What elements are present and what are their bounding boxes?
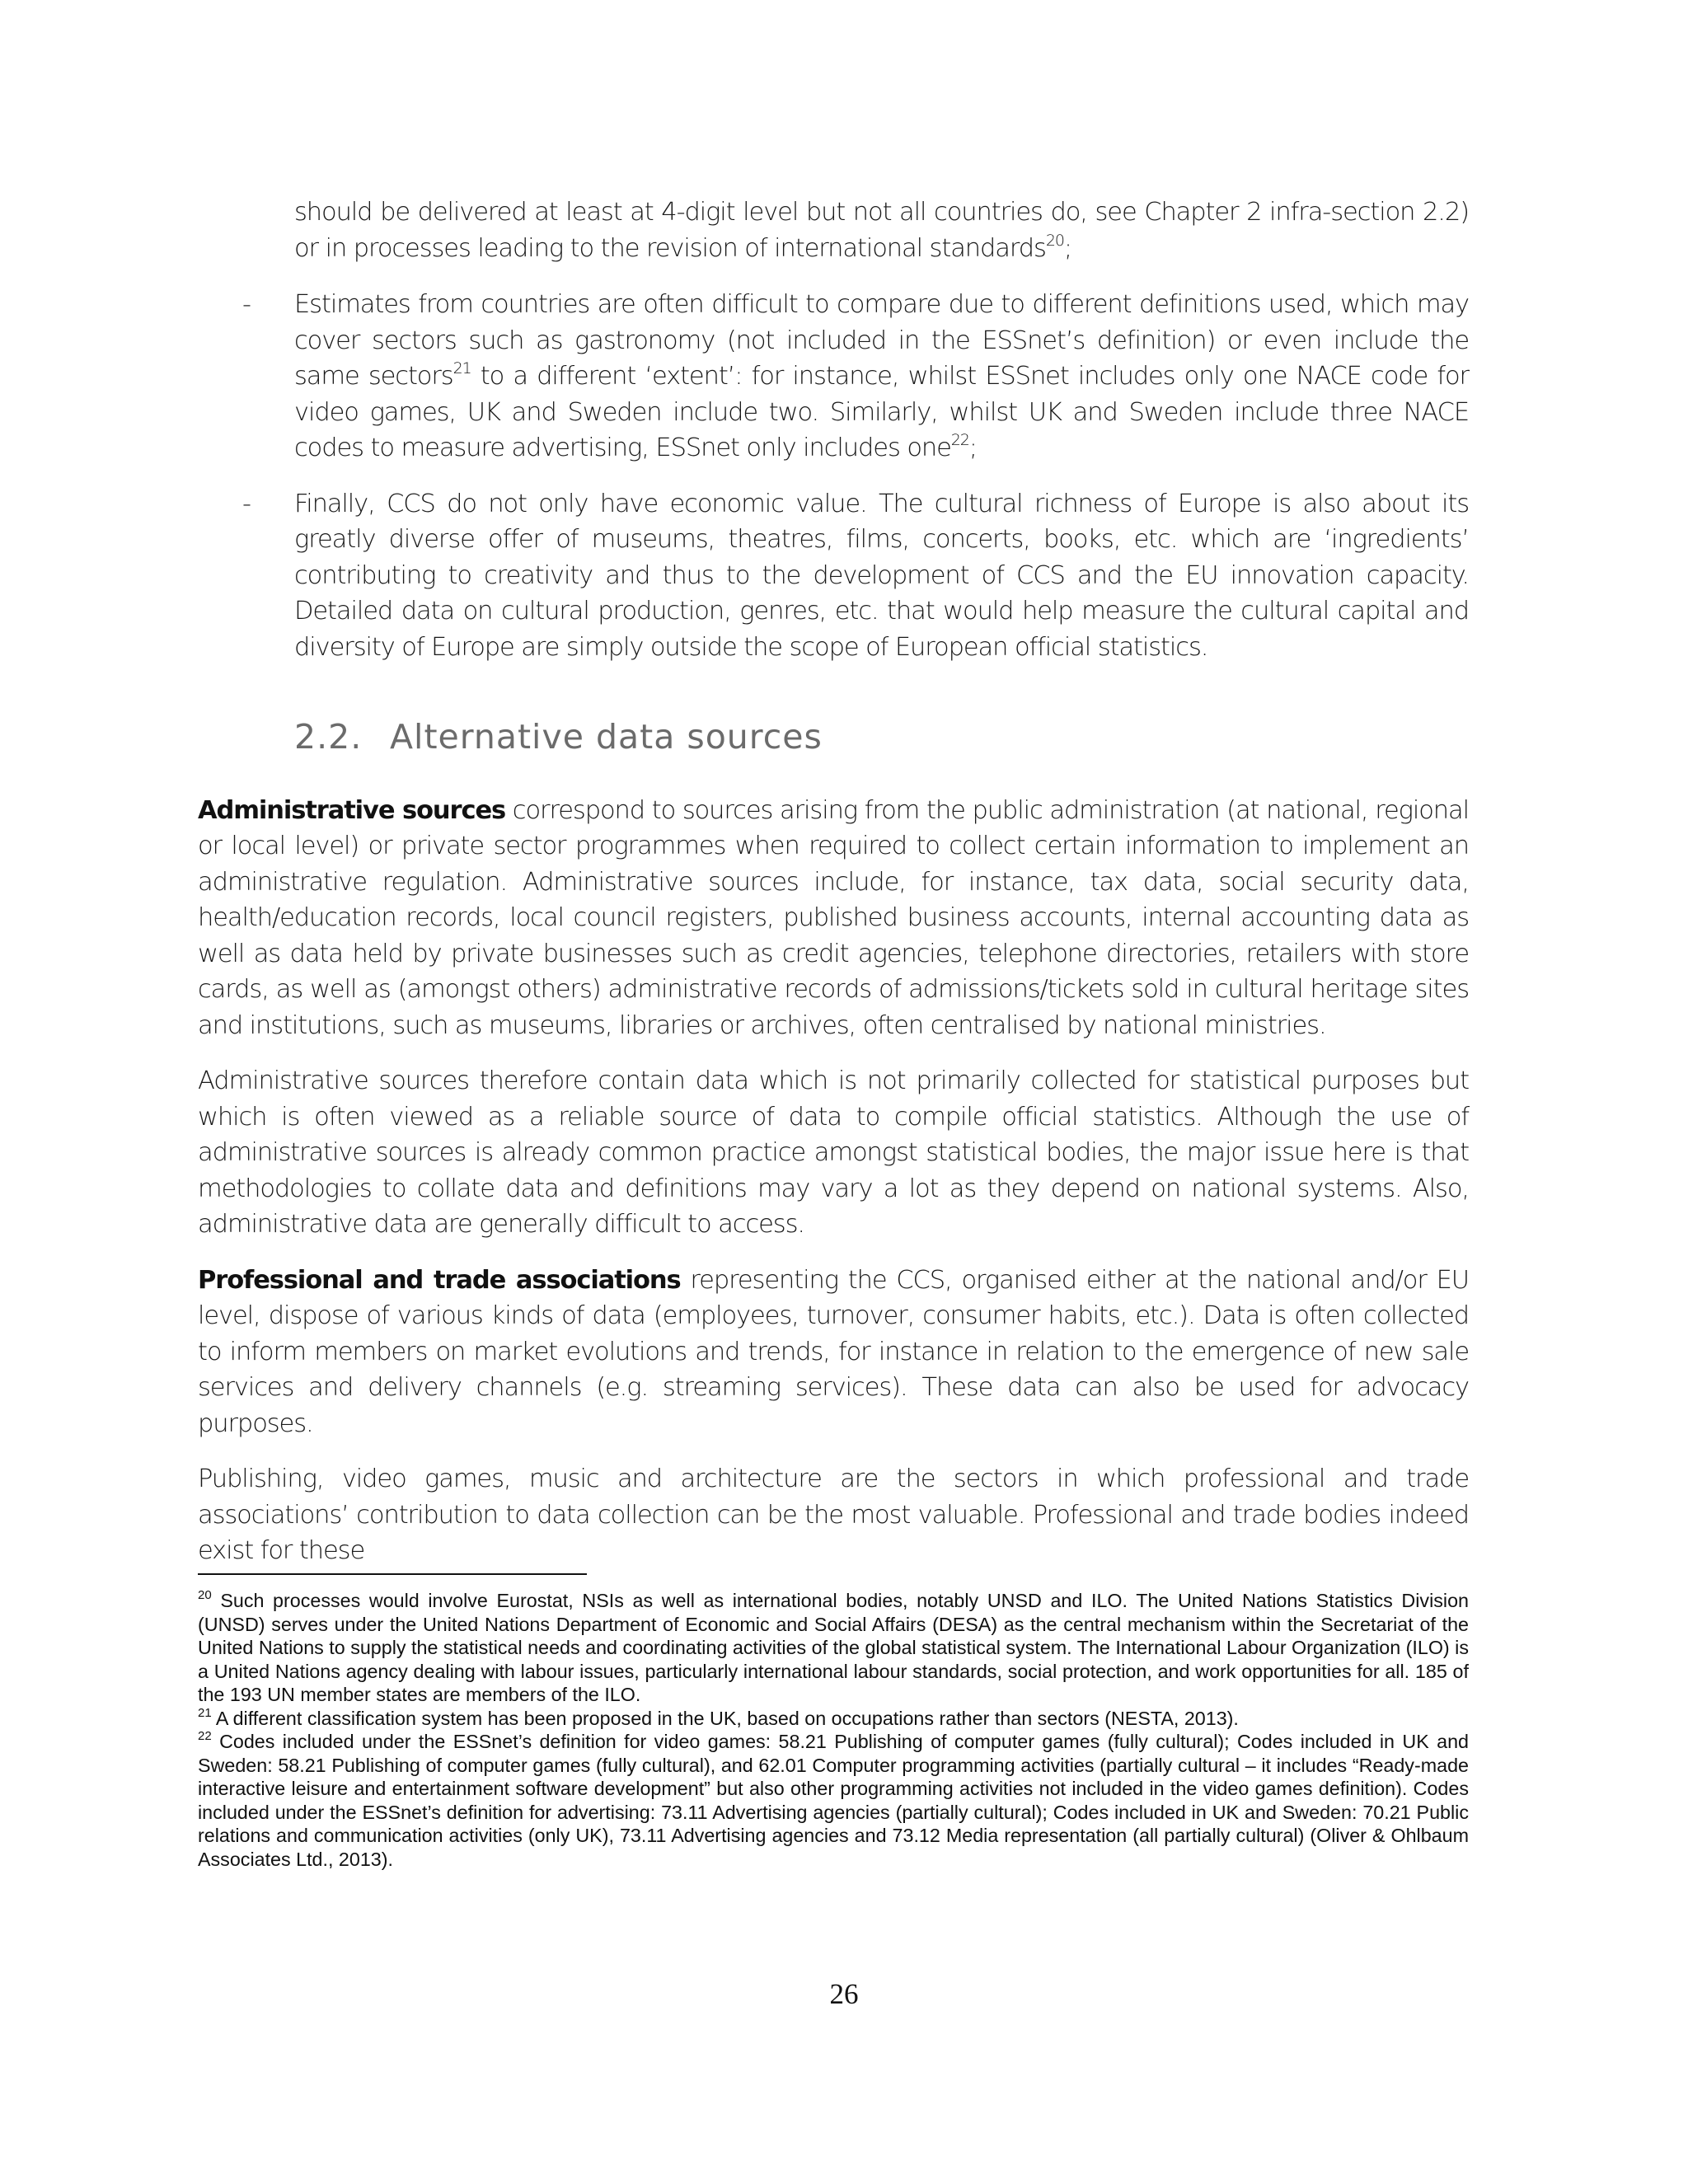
paragraph-sectors: Publishing, video games, music and architecture are the sectors in which professional and trade associations’ contribution to data collection can be the most valuable. Professional and trade bodies indeed exist for these [198,1465,1469,1565]
footnote-ref-21[interactable]: 21 [452,359,471,377]
footnotes [198,1589,1469,1871]
list-item: - Estimates from countries are often difficult to compare due to different definitions used, which may cover sectors such as gastronomy (not included in the ESSnet’s definition) or even include the same sectors$^{21}$ to a different ‘extent’: for instance, whilst ESSnet includes only one NACE code for video games, UK and Sweden include two. Similarly, whilst UK and Sweden include three NACE codes to measure advertising, ESSnet only includes one$^{22}$; [198,287,1469,466]
main-content [198,194,1469,1589]
section-title: Alternative data sources [390,717,823,757]
paragraph-administrative-data: Administrative sources therefore contain data which is not primarily collected for statistical purposes but which is often viewed as a reliable source of data to compile official statistics. Although the use of administrative sources is already common practice amongst statistical bodies, the major issue here is that methodologies to collate data and definitions may vary a lot as they depend on national systems. Also, administrative data are generally difficult to access. [198,1066,1469,1239]
term-professional-trade-associations: Professional and trade associations [198,1265,681,1295]
footnote-21: $^{21}$ A different classification system has been proposed in the UK, based on occupations rather than sectors (NESTA, 2013). [198,1705,1239,1729]
bullet-list [198,287,1469,665]
footnote-20: $^{20}$ Such processes would involve Eurostat, NSIs as well as international bodies, notably UNSD and ILO. The United Nations Statistics Division (UNSD) serves under the United Nations Department of Economic and Social Affairs (DESA) as the central mechanism within the Secretariat of the United Nations to supply the statistical needs and coordinating activities of the global statistical system. The International Labour Organization (ILO) is a United Nations agency dealing with labour issues, particularly international labour standards, social protection, and work opportunities for all. 185 of the 193 UN member states are members of the ILO. [198,1588,1469,1705]
bullet-marker: - [242,290,251,319]
bullet-marker: - [242,489,251,518]
paragraph-trade-associations: Professional and trade associations representing the CCS, organised either at the national and/or EU level, dispose of various kinds of data (employees, turnover, consumer habits, etc.). Data is often collected to inform members on market evolutions and trends, for instance in relation to the emergence of new sale services and delivery channels (e.g. streaming services). These data can also be used for advocacy purposes. [198,1265,1470,1438]
term-administrative-sources: Administrative sources [198,795,506,825]
continuation-paragraph: should be delivered at least at 4-digit level but not all countries do, see Chapter 2 infra-section 2.2) or in processes leading to the revision of international standards$^{20}$; [294,198,1469,263]
list-item: - Finally, CCS do not only have economic value. The cultural richness of Europe is also about its greatly diverse offer of museums, theatres, films, concerts, books, etc. which are ‘ingredients’ contributing to creativity and thus to the development of CCS and the EU innovation capacity. Detailed data on cultural production, genres, etc. that would help measure the cultural capital and diversity of Europe are simply outside the scope of European official statistics. [198,486,1469,666]
section-number: 2.2. [294,717,363,757]
page-number: 26 [829,1978,859,2010]
section-heading [294,719,1469,756]
paragraph-administrative-sources: Administrative sources correspond to sources arising from the public administration (at national, regional or local level) or private sector programmes when required to collect certain information to implement an administrative regulation. Administrative sources include, for instance, tax data, social security data, health/education records, local council registers, published business accounts, internal accounting data as well as data held by private businesses such as credit agencies, telephone directories, retailers with store cards, as well as (amongst others) administrative records of admissions/tickets sold in cultural heritage sites and institutions, such as museums, libraries or archives, often centralised by national ministries. [198,795,1469,1040]
footnote-22: $^{22}$ Codes included under the ESSnet’s definition for video games: 58.21 Publishing of computer games (fully cultural); Codes included in UK and Sweden: 58.21 Publishing of computer games (fully cultural), and 62.01 Computer programming activities (partially cultural – it includes “Ready-made interactive leisure and entertainment software development” but also other programming activities not included in the video games definition). Codes included under the ESSnet’s definition for advertising: 73.11 Advertising agencies (partially cultural); Codes included in UK and Sweden: 70.21 Public relations and communication activities (only UK), 73.11 Advertising agencies and 73.12 Media representation (all partially cultural) (Oliver & Ohlbaum Associates Ltd., 2013). [198,1729,1469,1870]
footnote-ref-22[interactable]: 22 [950,431,969,449]
footnote-ref-20[interactable]: 20 [1045,231,1064,250]
footnote-separator [198,1573,587,1575]
